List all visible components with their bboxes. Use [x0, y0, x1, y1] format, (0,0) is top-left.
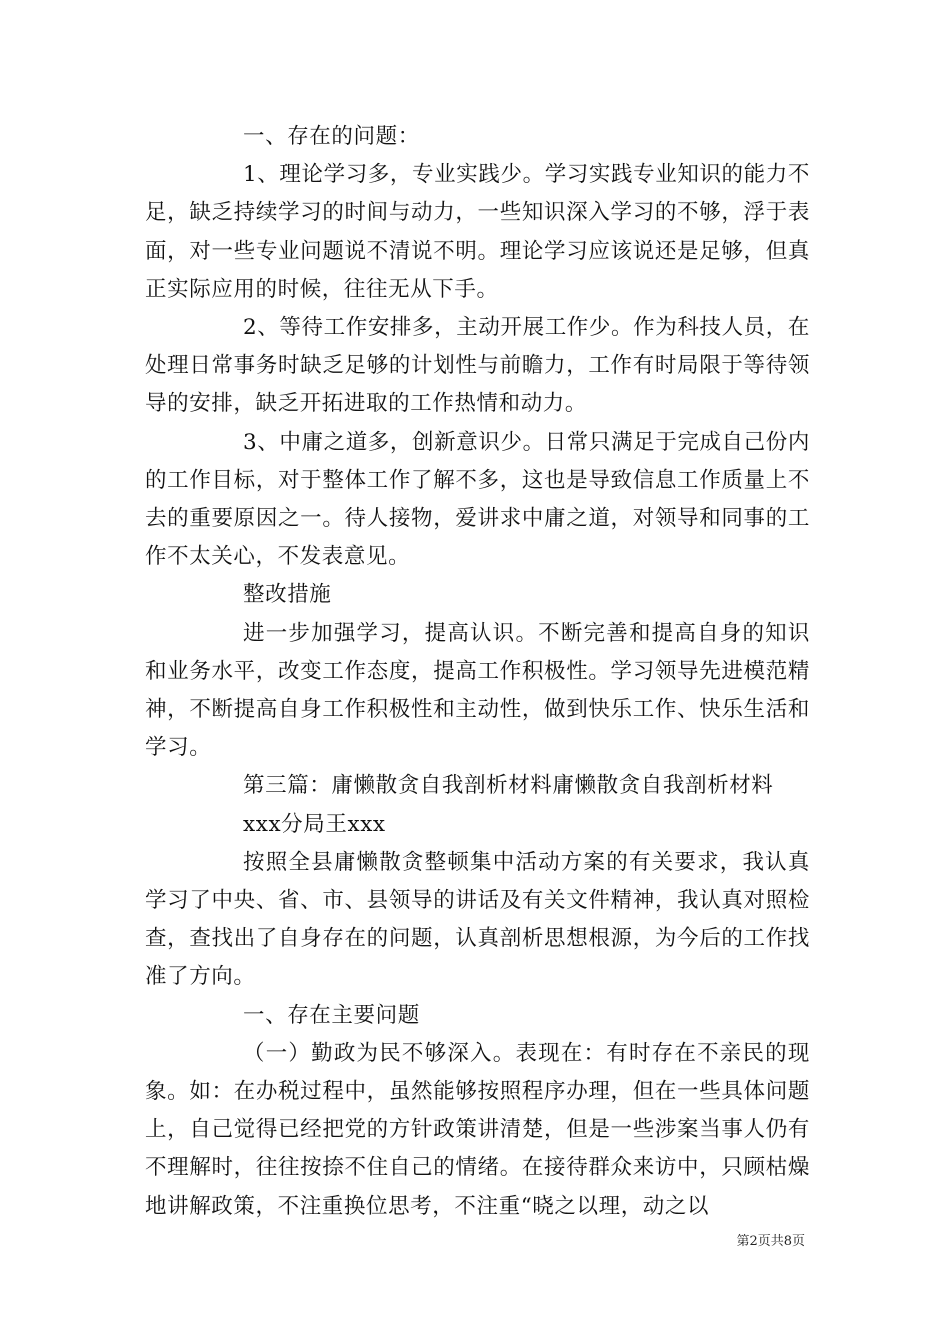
section-heading-problems: 一、存在的问题： — [243, 124, 420, 149]
page-number-footer: 第2页共8页 — [736, 1234, 805, 1249]
document-body — [145, 118, 810, 1226]
paragraph-measures: 进一步加强学习，提高认识。不断完善和提高自身的知识和业务水平，改变工作态度，提高工作积极性。学习领导先进模范精神，不断提高自身工作积极性和主动性，做到快乐工作、快乐生活和学习。 — [145, 620, 810, 761]
paragraph-item-3: 3、中庸之道多，创新意识少。日常只满足于完成自己份内的工作目标，对于整体工作了解不多，这也是导致信息工作质量上不去的重要原因之一。待人接物，爱讲求中庸之道，对领导和同事的工作不太关心，不发表意见。 — [145, 429, 810, 570]
author-line: xxx分局王xxx — [243, 811, 386, 837]
section-heading-main-problems: 一、存在主要问题 — [243, 1002, 420, 1028]
paragraph-item-2: 2、等待工作安排多，主动开展工作少。作为科技人员，在处理日常事务时缺乏足够的计划性与前瞻力，工作有时局限于等待领导的安排，缺乏开拓进取的工作热情和动力。 — [145, 315, 810, 417]
paragraph-intro: 按照全县庸懒散贪整顿集中活动方案的有关要求，我认真学习了中央、省、市、县领导的讲话及有关文件精神，我认真对照检查，查找出了自身存在的问题，认真剖析思想根源，为今后的工作找准了方向。 — [145, 849, 810, 990]
paragraph-problem-1: （一）勤政为民不够深入。表现在：有时存在不亲民的现象。如：在办税过程中，虽然能够按照程序办理，但在一些具体问题上，自己觉得已经把党的方针政策讲清楚，但是一些涉案当事人仍有不理解时，往往按捺不住自己的情绪。在接待群众来访中，只顾枯燥地讲解政策，不注重换位思考，不注重“晓之以理，动之以 — [145, 1040, 810, 1219]
section-heading-measures: 整改措施 — [243, 582, 332, 608]
paragraph-item-1: 1、理论学习多，专业实践少。学习实践专业知识的能力不足，缺乏持续学习的时间与动力，一些知识深入学习的不够，浮于表面，对一些专业问题说不清说不明。理论学习应该说还是足够，但真正实际应用的时候，往往无从下手。 — [145, 162, 810, 302]
chapter-title: 第三篇：庸懒散贪自我剖析材料庸懒散贪自我剖析材料 — [243, 773, 774, 799]
